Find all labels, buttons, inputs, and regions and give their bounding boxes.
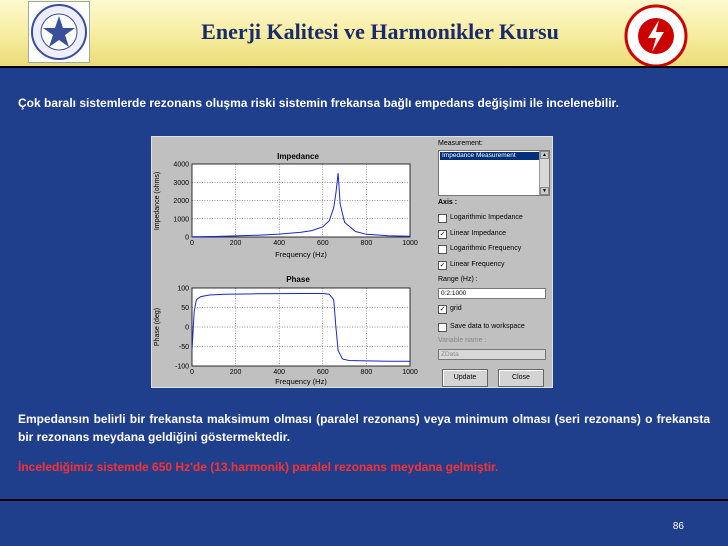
update-button[interactable]: Update [442, 369, 488, 387]
imp-xtick-label: 0 [190, 240, 194, 247]
header-divider [0, 66, 728, 68]
save-workspace-checkbox[interactable] [438, 323, 447, 332]
ph-ytick-label: -100 [174, 363, 189, 371]
measurement-selected-item[interactable]: Impedance Measurement [440, 152, 539, 160]
impedance-plot-title: Impedance [277, 152, 319, 161]
range-input[interactable]: 0:2:1000 [438, 288, 546, 299]
axis-label: Axis : [438, 199, 458, 206]
log-impedance-checkbox[interactable] [438, 214, 447, 223]
linear-frequency-checkbox[interactable]: ✓ [439, 262, 446, 269]
intro-text: Çok baralı sistemlerde rezonans oluşma riski sistemin frekansa bağlı empedans değişimi ile incelenebilir. [18, 96, 619, 110]
impedance-ylabel: Impedance (ohms) [154, 171, 161, 231]
plots-area [152, 137, 434, 389]
explanation-paragraph: Empedansın belirli bir frekansta maksimum olması (paralel rezonans) veya minimum olması (seri rezonans) o frekansta bir rezonans meydana geldiğini göstermektedir. [18, 412, 710, 444]
ph-xtick-label: 0 [190, 369, 194, 376]
page-number: 86 [672, 521, 684, 532]
grid-checkbox[interactable]: ✓ [439, 306, 446, 313]
teias-logo [612, 2, 696, 72]
ph-xtick-label: 600 [316, 369, 329, 376]
scroll-up-icon[interactable]: ▲ [540, 151, 549, 159]
phase-xlabel: Frequency (Hz) [275, 377, 327, 386]
variable-name-label: Variable name : [438, 337, 487, 344]
imp-xtick-label: 600 [316, 240, 329, 247]
imp-ytick-label: 3000 [173, 179, 189, 187]
close-button[interactable]: Close [498, 369, 544, 387]
linear-impedance-checkbox[interactable]: ✓ [439, 231, 446, 238]
grid-label: grid [450, 305, 462, 312]
impedance-tool-window [151, 136, 553, 388]
save-workspace-label: Save data to workspace [450, 323, 525, 330]
ph-ytick-label: 0 [185, 324, 189, 332]
ph-xtick-label: 800 [360, 369, 373, 376]
ph-ytick-label: 100 [177, 285, 189, 293]
settings-panel [434, 137, 554, 389]
measurement-listbox[interactable] [438, 150, 550, 196]
measurement-label: Measurement: [438, 140, 483, 147]
scroll-down-icon[interactable]: ▼ [540, 187, 549, 195]
linear-impedance-label: Linear Impedance [450, 230, 507, 237]
phase-ylabel: Phase (deg) [154, 307, 161, 347]
footer-divider [0, 499, 728, 501]
imp-ytick-label: 1000 [173, 216, 189, 224]
imp-xtick-label: 400 [273, 240, 286, 247]
listbox-scrollbar[interactable] [539, 151, 549, 195]
phase-plot-title: Phase [286, 275, 310, 284]
log-frequency-checkbox[interactable] [438, 245, 447, 254]
imp-xtick-label: 1000 [402, 240, 418, 247]
linear-frequency-label: Linear Frequency [450, 261, 505, 268]
ph-xtick-label: 400 [273, 369, 286, 376]
imp-ytick-label: 4000 [173, 161, 189, 169]
log-impedance-label: Logarithmic Impedance [450, 214, 523, 221]
impedance-xlabel: Frequency (Hz) [275, 250, 327, 259]
imp-xtick-label: 800 [360, 240, 373, 247]
log-frequency-label: Logarithmic Frequency [450, 245, 522, 252]
page-title: Enerji Kalitesi ve Harmonikler Kursu [201, 19, 559, 44]
ph-ytick-label: 50 [181, 305, 189, 312]
ph-ytick-label: -50 [178, 344, 189, 351]
highlight-text: İncelediğimiz sistemde 650 Hz'de (13.harmonik) paralel rezonans meydana gelmiştir. [18, 460, 499, 474]
imp-ytick-label: 2000 [173, 198, 189, 205]
imp-xtick-label: 200 [229, 240, 242, 247]
variable-name-input[interactable]: ZData [438, 349, 546, 360]
imp-ytick-label: 0 [185, 234, 189, 242]
ph-xtick-label: 200 [229, 369, 242, 376]
university-logo [28, 1, 90, 63]
range-label: Range (Hz) : [438, 276, 478, 283]
ph-xtick-label: 1000 [402, 369, 418, 376]
